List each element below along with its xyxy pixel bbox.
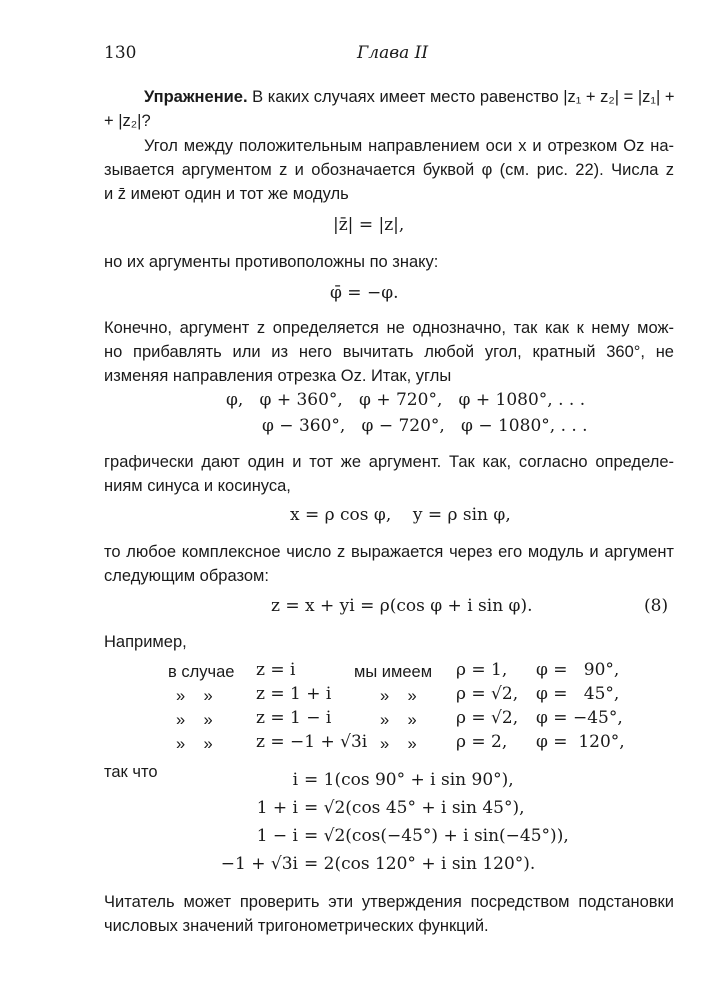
equation-xy: x = ρ cos φ, y = ρ sin φ, — [290, 505, 511, 525]
exercise-text: В каких случаях имеет место равенство |z₁ + z₂| = |z₁| + — [247, 88, 675, 106]
table-row — [0, 708, 702, 732]
para1-line-1: Угол между положительным направлением оси x и отрезком Oz на- — [144, 137, 674, 155]
equation-8: z = x + yi = ρ(cos φ + i sin φ). — [271, 596, 533, 616]
angles-row-1: φ, φ + 360°, φ + 720°, φ + 1080°, . . . — [226, 390, 586, 410]
result-lhs: 1 + i — [256, 798, 298, 818]
result-rhs: = √2(cos(−45°) + i sin(−45°)), — [304, 826, 569, 846]
result-lhs: 1 − i — [256, 826, 298, 846]
para3-line-2: но прибавлять или из него вычитать любой угол, кратный 360°, не — [104, 343, 674, 361]
case-rho: ρ = √2, — [456, 684, 519, 704]
page-number: 130 — [104, 43, 137, 63]
para5-line-2: следующим образом: — [104, 567, 269, 585]
chapter-title: Глава II — [357, 43, 429, 63]
exercise-line-2: + |z₂|? — [104, 112, 151, 130]
exercise-label: Упражнение. — [144, 88, 248, 106]
case-label: в случае — [168, 663, 235, 681]
results-block — [0, 770, 702, 882]
case-z: z = −1 + √3i — [256, 732, 368, 752]
case-z: z = i — [256, 660, 296, 680]
para3-line-1: Конечно, аргумент z определяется не однозначно, так как к нему мож- — [104, 319, 674, 337]
para4-line-1: графически дают один и тот же аргумент. Так как, согласно определе- — [104, 453, 674, 471]
result-row — [0, 798, 702, 826]
result-lhs: −1 + √3i — [220, 854, 298, 874]
para1-line-3: и z̄ имеют один и тот же модуль — [104, 185, 349, 203]
equation-modulus: |z̄| = |z|, — [333, 215, 405, 235]
result-rhs: = 1(cos 90° + i sin 90°), — [304, 770, 514, 790]
para2: но их аргументы противоположны по знаку: — [104, 253, 439, 271]
table-row — [0, 732, 702, 756]
para4-line-2: ниям синуса и косинуса, — [104, 477, 291, 495]
case-verb: мы имеем — [354, 663, 433, 681]
para3-line-3: изменяя направления отрезка Oz. Итак, углы — [104, 367, 452, 385]
equation-number: (8) — [644, 596, 669, 616]
result-row — [0, 826, 702, 854]
result-rhs: = 2(cos 120° + i sin 120°). — [304, 854, 536, 874]
case-phi: φ = 120°, — [536, 732, 625, 752]
para1-line-2: зывается аргументом z и обозначается буквой φ (см. рис. 22). Числа z — [104, 161, 674, 179]
case-rho: ρ = √2, — [456, 708, 519, 728]
case-rho: ρ = 2, — [456, 732, 508, 752]
exercise-line-1 — [144, 85, 675, 109]
final-line-2: числовых значений тригонометрических функций. — [104, 917, 489, 935]
final-line-1: Читатель может проверить эти утверждения посредством подстановки — [104, 893, 674, 911]
case-rho: ρ = 1, — [456, 660, 508, 680]
case-label: » » — [176, 687, 213, 705]
case-phi: φ = −45°, — [536, 708, 623, 728]
equation-phi: φ̄ = −φ. — [330, 283, 399, 303]
for-example: Например, — [104, 633, 187, 651]
case-verb: » » — [380, 711, 417, 729]
result-rhs: = √2(cos 45° + i sin 45°), — [304, 798, 525, 818]
case-verb: » » — [380, 687, 417, 705]
angles-row-2: φ − 360°, φ − 720°, φ − 1080°, . . . — [262, 416, 588, 436]
para5-line-1: то любое комплексное число z выражается через его модуль и аргумент — [104, 543, 674, 561]
case-label: » » — [176, 711, 213, 729]
case-phi: φ = 45°, — [536, 684, 620, 704]
result-lhs: i — [292, 770, 298, 790]
case-z: z = 1 − i — [256, 708, 332, 728]
so-that: так что — [104, 763, 158, 781]
case-phi: φ = 90°, — [536, 660, 620, 680]
table-row — [0, 684, 702, 708]
case-verb: » » — [380, 735, 417, 753]
cases-table — [0, 660, 702, 756]
result-row — [0, 770, 702, 798]
case-z: z = 1 + i — [256, 684, 332, 704]
case-label: » » — [176, 735, 213, 753]
result-row — [0, 854, 702, 882]
table-row — [0, 660, 702, 684]
